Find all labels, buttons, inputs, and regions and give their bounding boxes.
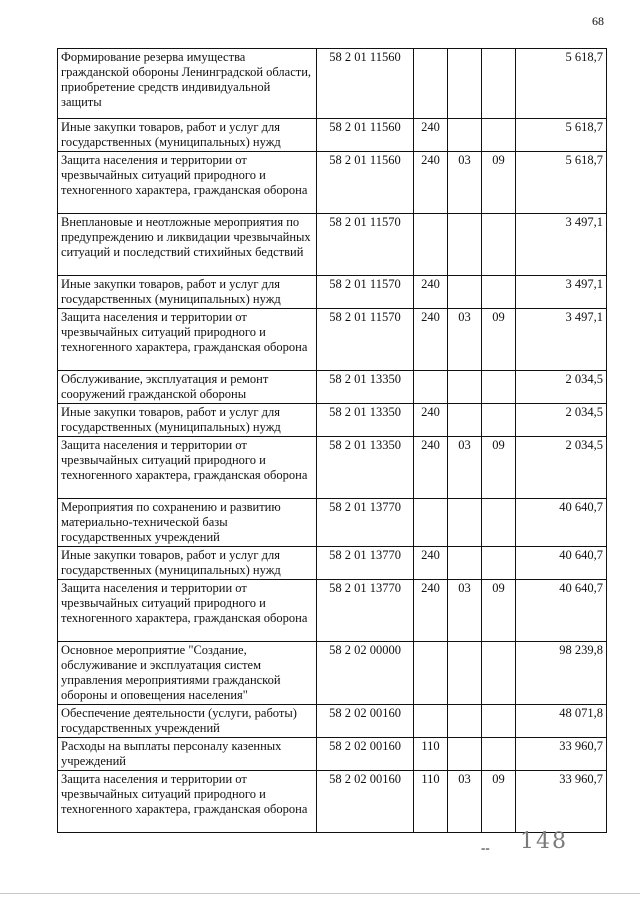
table-row — [58, 309, 607, 371]
section-code-cell — [448, 499, 482, 547]
amount-cell: 3 497,1 — [516, 276, 607, 309]
target-code-cell: 58 2 02 00160 — [317, 705, 414, 738]
target-code-cell: 58 2 02 00160 — [317, 771, 414, 833]
item-name-cell: Мероприятия по сохранению и развитию материально-технической базы государственных учреждений — [58, 499, 317, 547]
page-number: 68 — [592, 14, 604, 28]
section-code-cell: 03 — [448, 152, 482, 214]
target-code-cell: 58 2 01 13770 — [317, 547, 414, 580]
subsection-code-cell: 09 — [482, 437, 516, 499]
item-name-cell: Иные закупки товаров, работ и услуг для государственных (муниципальных) нужд — [58, 119, 317, 152]
table-row — [58, 705, 607, 738]
amount-cell: 48 071,8 — [516, 705, 607, 738]
subsection-code-cell — [482, 214, 516, 276]
subsection-code-cell — [482, 642, 516, 705]
item-name-cell: Обеспечение деятельности (услуги, работы) государственных учреждений — [58, 705, 317, 738]
amount-cell: 40 640,7 — [516, 499, 607, 547]
target-code-cell: 58 2 01 13350 — [317, 371, 414, 404]
amount-cell: 5 618,7 — [516, 119, 607, 152]
amount-cell: 40 640,7 — [516, 580, 607, 642]
subsection-code-cell: 09 — [482, 771, 516, 833]
table-row — [58, 276, 607, 309]
budget-table-body — [58, 49, 607, 833]
item-name-cell: Иные закупки товаров, работ и услуг для государственных (муниципальных) нужд — [58, 276, 317, 309]
section-code-cell — [448, 404, 482, 437]
subsection-code-cell — [482, 371, 516, 404]
target-code-cell: 58 2 01 13770 — [317, 580, 414, 642]
target-code-cell: 58 2 01 13350 — [317, 404, 414, 437]
item-name-cell: Формирование резерва имущества гражданской обороны Ленинградской области, приобретение средств индивидуальной защиты — [58, 49, 317, 119]
table-row — [58, 371, 607, 404]
amount-cell: 33 960,7 — [516, 771, 607, 833]
amount-cell: 2 034,5 — [516, 437, 607, 499]
subsection-code-cell — [482, 499, 516, 547]
target-code-cell: 58 2 01 11560 — [317, 152, 414, 214]
target-code-cell: 58 2 01 11570 — [317, 309, 414, 371]
expense-type-cell — [414, 705, 448, 738]
amount-cell: 3 497,1 — [516, 214, 607, 276]
table-row — [58, 547, 607, 580]
section-code-cell: 03 — [448, 309, 482, 371]
table-row — [58, 499, 607, 547]
amount-cell: 33 960,7 — [516, 738, 607, 771]
table-row — [58, 152, 607, 214]
item-name-cell: Иные закупки товаров, работ и услуг для государственных (муниципальных) нужд — [58, 547, 317, 580]
target-code-cell: 58 2 01 13770 — [317, 499, 414, 547]
expense-type-cell — [414, 214, 448, 276]
table-row — [58, 404, 607, 437]
stamp-number: 148 — [520, 829, 568, 854]
item-name-cell: Основное мероприятие "Создание, обслуживание и эксплуатация систем управления мероприятиями гражданской обороны и оповещения населения" — [58, 642, 317, 705]
subsection-code-cell: 09 — [482, 152, 516, 214]
subsection-code-cell — [482, 738, 516, 771]
table-row — [58, 642, 607, 705]
item-name-cell: Защита населения и территории от чрезвычайных ситуаций природного и техногенного характера, гражданская оборона — [58, 152, 317, 214]
subsection-code-cell — [482, 119, 516, 152]
section-code-cell — [448, 547, 482, 580]
item-name-cell: Защита населения и территории от чрезвычайных ситуаций природного и техногенного характера, гражданская оборона — [58, 437, 317, 499]
expense-type-cell — [414, 499, 448, 547]
expense-type-cell: 240 — [414, 309, 448, 371]
target-code-cell: 58 2 02 00160 — [317, 738, 414, 771]
target-code-cell: 58 2 01 13350 — [317, 437, 414, 499]
table-row — [58, 437, 607, 499]
item-name-cell: Обслуживание, эксплуатация и ремонт сооружений гражданской обороны — [58, 371, 317, 404]
budget-table — [57, 48, 607, 833]
amount-cell: 5 618,7 — [516, 49, 607, 119]
section-code-cell: 03 — [448, 771, 482, 833]
table-row — [58, 214, 607, 276]
amount-cell: 2 034,5 — [516, 371, 607, 404]
subsection-code-cell — [482, 547, 516, 580]
item-name-cell: Защита населения и территории от чрезвычайных ситуаций природного и техногенного характера, гражданская оборона — [58, 580, 317, 642]
expense-type-cell: 240 — [414, 152, 448, 214]
table-row — [58, 738, 607, 771]
section-code-cell — [448, 119, 482, 152]
page-bottom-edge — [0, 893, 640, 894]
section-code-cell — [448, 371, 482, 404]
section-code-cell: 03 — [448, 437, 482, 499]
expense-type-cell: 240 — [414, 580, 448, 642]
table-row — [58, 580, 607, 642]
expense-type-cell: 240 — [414, 404, 448, 437]
section-code-cell — [448, 705, 482, 738]
subsection-code-cell: 09 — [482, 580, 516, 642]
expense-type-cell — [414, 371, 448, 404]
subsection-code-cell: 09 — [482, 309, 516, 371]
expense-type-cell — [414, 642, 448, 705]
expense-type-cell — [414, 49, 448, 119]
expense-type-cell: 110 — [414, 738, 448, 771]
section-code-cell — [448, 642, 482, 705]
item-name-cell: Защита населения и территории от чрезвычайных ситуаций природного и техногенного характера, гражданская оборона — [58, 771, 317, 833]
target-code-cell: 58 2 01 11570 — [317, 276, 414, 309]
table-row — [58, 49, 607, 119]
amount-cell: 40 640,7 — [516, 547, 607, 580]
target-code-cell: 58 2 02 00000 — [317, 642, 414, 705]
subsection-code-cell — [482, 276, 516, 309]
target-code-cell: 58 2 01 11570 — [317, 214, 414, 276]
item-name-cell: Защита населения и территории от чрезвычайных ситуаций природного и техногенного характера, гражданская оборона — [58, 309, 317, 371]
item-name-cell: Иные закупки товаров, работ и услуг для государственных (муниципальных) нужд — [58, 404, 317, 437]
section-code-cell — [448, 276, 482, 309]
amount-cell: 98 239,8 — [516, 642, 607, 705]
subsection-code-cell — [482, 705, 516, 738]
section-code-cell — [448, 49, 482, 119]
footer-dash: -- — [481, 840, 490, 855]
table-row — [58, 119, 607, 152]
target-code-cell: 58 2 01 11560 — [317, 49, 414, 119]
item-name-cell: Внеплановые и неотложные мероприятия по предупреждению и ликвидации чрезвычайных ситуаций и последствий стихийных бедствий — [58, 214, 317, 276]
table-row — [58, 771, 607, 833]
target-code-cell: 58 2 01 11560 — [317, 119, 414, 152]
expense-type-cell: 240 — [414, 437, 448, 499]
amount-cell: 5 618,7 — [516, 152, 607, 214]
expense-type-cell: 240 — [414, 547, 448, 580]
item-name-cell: Расходы на выплаты персоналу казенных учреждений — [58, 738, 317, 771]
expense-type-cell: 110 — [414, 771, 448, 833]
expense-type-cell: 240 — [414, 119, 448, 152]
subsection-code-cell — [482, 404, 516, 437]
section-code-cell: 03 — [448, 580, 482, 642]
amount-cell: 2 034,5 — [516, 404, 607, 437]
expense-type-cell: 240 — [414, 276, 448, 309]
subsection-code-cell — [482, 49, 516, 119]
section-code-cell — [448, 738, 482, 771]
section-code-cell — [448, 214, 482, 276]
amount-cell: 3 497,1 — [516, 309, 607, 371]
